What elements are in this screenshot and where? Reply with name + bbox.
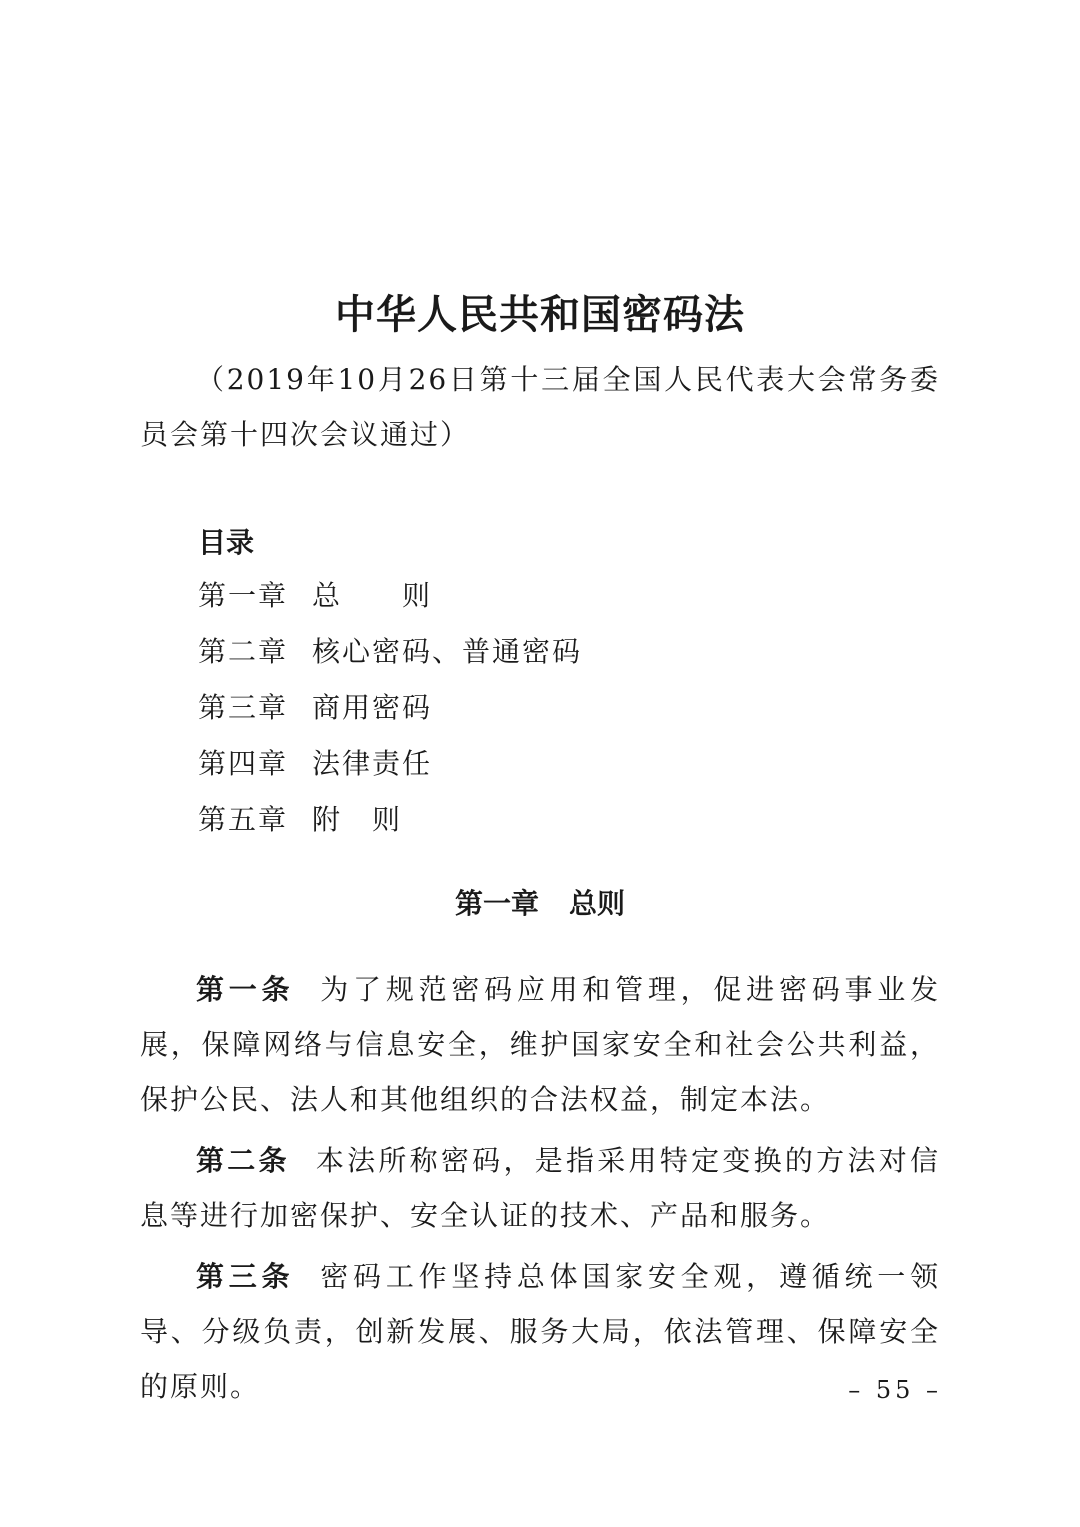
toc-item — [198, 574, 582, 630]
toc-item — [198, 686, 582, 742]
document-title: 中华人民共和国密码法 — [335, 291, 745, 338]
toc-chapter-number: 第二章 — [198, 635, 289, 668]
article — [140, 1133, 940, 1243]
chapter-number: 第一章 — [454, 887, 539, 920]
article — [140, 1249, 940, 1414]
adoption-note: （2019年10月26日第十三届全国人民代表大会常务委员会第十四次会议通过） — [140, 363, 940, 451]
toc-chapter-number: 第一章 — [198, 579, 289, 612]
toc-chapter-name: 法律责任 — [312, 747, 433, 780]
article-label: 第二条 — [196, 1144, 290, 1177]
article — [140, 962, 940, 1127]
toc-heading: 目录 — [198, 526, 255, 559]
toc-chapter-number: 第三章 — [198, 691, 289, 724]
page-number: – 55 – — [848, 1376, 942, 1404]
article-text: 为了规范密码应用和管理，促进密码事业发展，保障网络与信息安全，维护国家安全和社会公共利益，保护公民、法人和其他组织的合法权益，制定本法。 — [140, 973, 940, 1116]
article-label: 第一条 — [196, 973, 295, 1006]
toc-chapter-number: 第五章 — [198, 803, 289, 836]
article-text: 本法所称密码，是指采用特定变换的方法对信息等进行加密保护、安全认证的技术、产品和服务。 — [140, 1144, 940, 1232]
chapter-heading — [0, 882, 1080, 922]
article-label: 第三条 — [196, 1260, 295, 1293]
toc-chapter-name: 附 则 — [312, 803, 403, 836]
toc-chapter-name: 商用密码 — [312, 691, 433, 724]
toc-chapter-name: 总 则 — [312, 579, 433, 612]
article-text: 密码工作坚持总体国家安全观，遵循统一领导、分级负责，创新发展、服务大局，依法管理、保障安全的原则。 — [140, 1260, 940, 1403]
table-of-contents — [198, 574, 582, 854]
chapter-name: 总则 — [569, 887, 626, 920]
toc-item — [198, 742, 582, 798]
toc-item — [198, 798, 582, 854]
articles-section — [140, 962, 940, 1414]
toc-item — [198, 630, 582, 686]
toc-chapter-number: 第四章 — [198, 747, 289, 780]
toc-chapter-name: 核心密码、普通密码 — [312, 635, 583, 668]
